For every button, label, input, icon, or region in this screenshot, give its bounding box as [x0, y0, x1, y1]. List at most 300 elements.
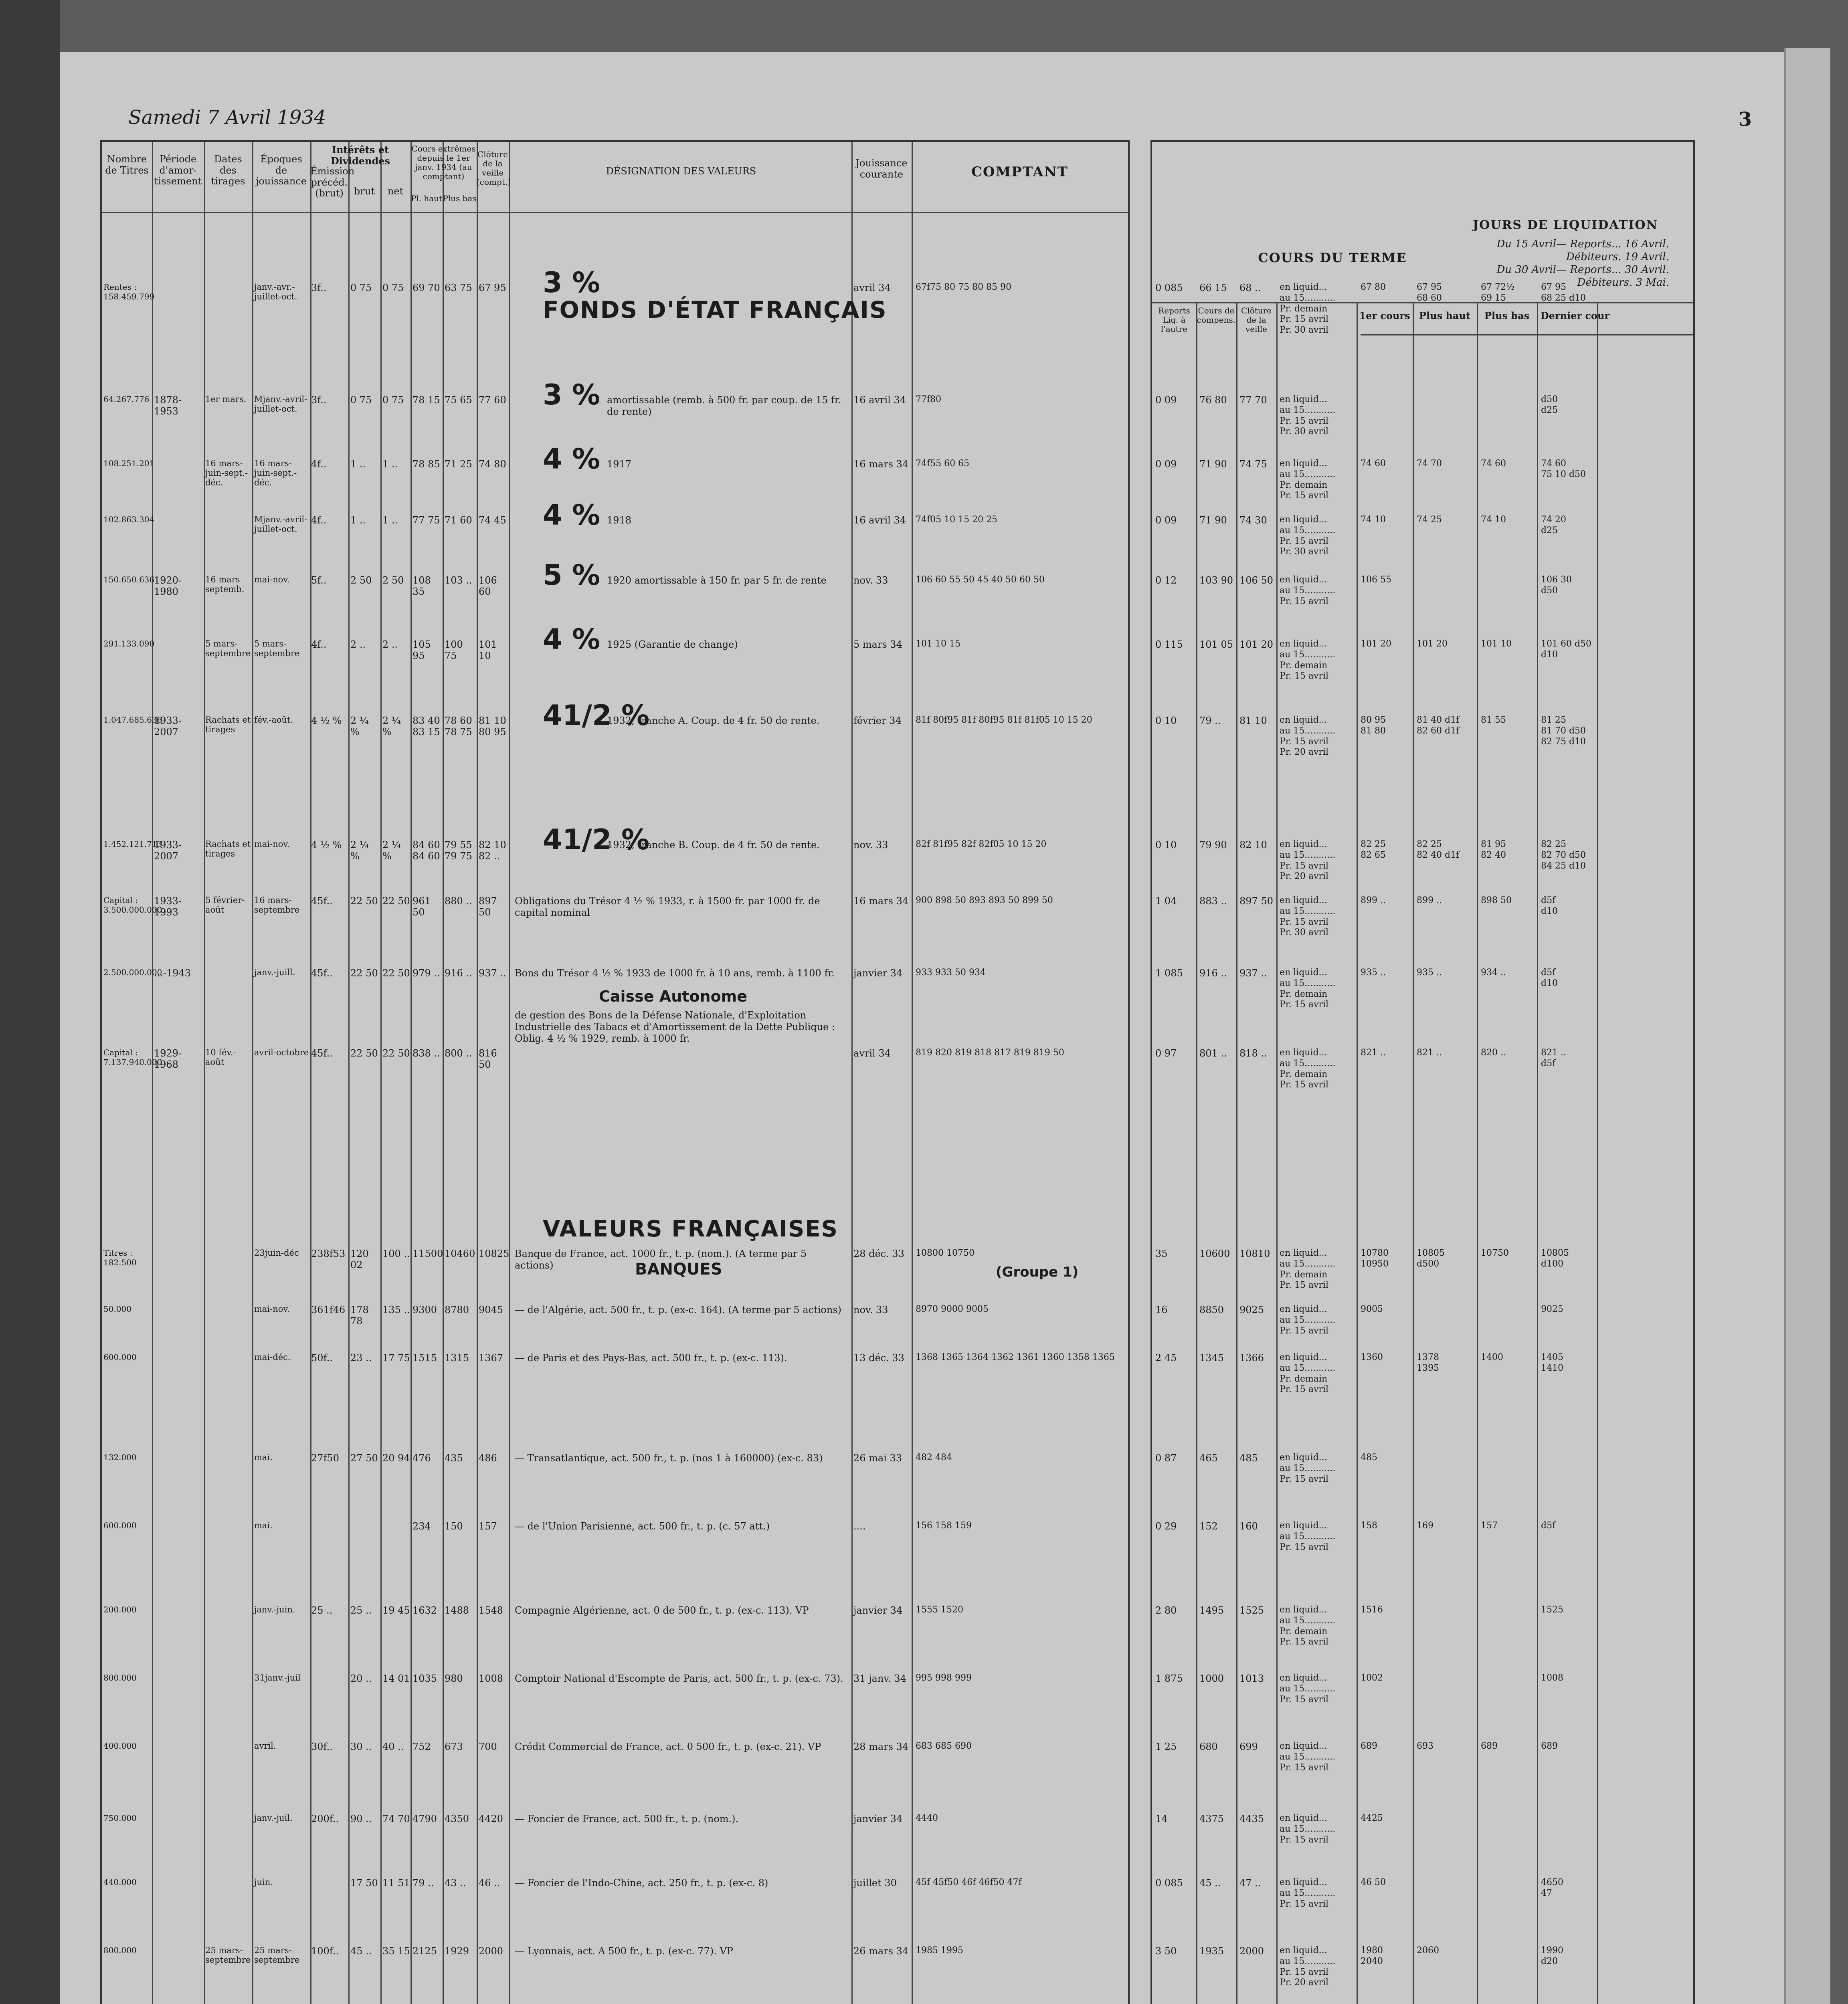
row-jouissance: 5 mars 34 — [853, 639, 902, 650]
section-banques: BANQUES — [635, 1260, 722, 1279]
row-plus-bas: 820 .. — [1481, 1048, 1506, 1058]
row-titres: Capital : 3.500.000.000 — [103, 895, 162, 915]
row-veille-terme: 106 50 — [1239, 575, 1273, 586]
row-epoque: mai-nov. — [254, 839, 290, 849]
row-compens: 1495 — [1199, 1605, 1224, 1616]
row-cloture: 1008 — [479, 1673, 503, 1684]
row-brut: 120 02 — [350, 1248, 369, 1271]
row-emission: 4f.. — [311, 515, 327, 526]
row-designation: Banque de France, act. 1000 fr., t. p. (nom.). (A terme par 5 actions) — [515, 1248, 807, 1271]
row-comptant: 101 10 15 — [916, 639, 960, 649]
header-designation: DÉSIGNATION DES VALEURS — [606, 166, 756, 177]
header-dates-tirages: Dates des tirages — [211, 154, 245, 187]
row-report: 16 — [1155, 1304, 1168, 1315]
row-bas: 10460 — [445, 1248, 475, 1259]
row-bas: 78 60 78 75 — [445, 715, 472, 737]
row-cloture: 486 — [479, 1452, 497, 1464]
row-brut: 22 50 — [350, 968, 378, 979]
row-dernier-cours: d5f d10 — [1541, 895, 1558, 916]
row-report: 0 87 — [1155, 1452, 1177, 1464]
row-report: 2 80 — [1155, 1605, 1177, 1616]
row-veille-terme: 74 30 — [1239, 515, 1267, 526]
row-emission: 3f.. — [311, 394, 327, 406]
row-cloture: 157 — [479, 1521, 497, 1532]
row-epoque: mai. — [254, 1452, 273, 1462]
row-plus-bas: 10750 — [1481, 1248, 1509, 1258]
row-term-labels: en liquid... au 15........... Pr. demain Pr. 15 avril — [1280, 1048, 1336, 1090]
row-designation: de gestion des Bons de la Défense Nationale, d'Exploitation Industrielle des Tabacs et d'Amortissement de la Dette Publique : Oblig. 4 ½ % 1929, remb. à 1000 fr. — [515, 1010, 835, 1044]
row-bas: 71 25 — [445, 459, 472, 470]
row-comptant: 77f80 — [916, 394, 942, 404]
row-veille-terme: 1525 — [1239, 1605, 1264, 1616]
row-plus-haut: 74 25 — [1417, 515, 1442, 525]
row-bas: 103 .. — [445, 575, 472, 586]
row-jouissance: nov. 33 — [853, 575, 888, 586]
row-epoque: 25 mars-septembre — [254, 1945, 300, 1965]
row-premier-cours: 158 — [1361, 1521, 1377, 1531]
row-designation: 1918 — [607, 515, 632, 526]
row-compens: 79 .. — [1199, 715, 1221, 726]
row-cloture: 10825 — [479, 1248, 510, 1259]
row-jouissance: janvier 34 — [853, 1813, 903, 1824]
header-interets: Intérêts et Dividendes — [330, 144, 390, 167]
row-report: 0 09 — [1155, 394, 1177, 406]
header-brut: brut — [354, 186, 375, 197]
liquidation-line-4: Débiteurs. 3 Mai. — [1577, 277, 1669, 289]
row-jouissance: nov. 33 — [853, 839, 888, 850]
row-titres: Rentes : 158.459.799 — [103, 282, 155, 301]
row-epoque: mai-nov. — [254, 1304, 290, 1314]
row-jouissance: .... — [853, 1521, 866, 1532]
row-dernier-cours: d5f — [1541, 1521, 1556, 1531]
row-brut: 45 .. — [350, 1945, 372, 1957]
row-titres: 50.000 — [103, 1304, 131, 1314]
row-cloture: 700 — [479, 1741, 497, 1752]
forward-market-table — [1150, 140, 1695, 2004]
row-dernier-cours: 1525 — [1541, 1605, 1563, 1615]
row-cloture: 67 95 — [479, 282, 506, 293]
row-term-labels: en liquid... au 15........... Pr. 15 avril — [1280, 1877, 1336, 1909]
row-compens: 4375 — [1199, 1813, 1224, 1824]
row-dates: Rachats et tirages — [205, 715, 251, 734]
row-comptant: 4440 — [916, 1813, 938, 1823]
row-designation: 1932, tranche B. Coup. de 4 fr. 50 de rente. — [607, 839, 820, 850]
row-jouissance: 16 mars 34 — [853, 459, 909, 470]
row-plus-haut: 169 — [1417, 1521, 1434, 1531]
row-veille-terme: 77 70 — [1239, 394, 1267, 406]
row-dernier-cours: 1008 — [1541, 1673, 1563, 1683]
row-plus-haut: 1378 1395 — [1417, 1352, 1439, 1373]
row-brut: 20 .. — [350, 1673, 372, 1684]
row-comptant: 74f05 10 15 20 25 — [916, 515, 998, 525]
row-bas: 673 — [445, 1741, 463, 1752]
row-brut: 17 50 — [350, 1877, 378, 1889]
row-section-caisse: Caisse Autonome — [599, 988, 748, 1005]
header-nombre-titres: Nombre de Titres — [105, 154, 149, 176]
row-veille-terme: 160 — [1239, 1521, 1258, 1532]
row-compens: 801 .. — [1199, 1048, 1227, 1059]
row-dernier-cours: 1990 d20 — [1541, 1945, 1563, 1966]
row-periode: 1929-1968 — [154, 1048, 182, 1070]
row-term-labels: en liquid... au 15........... Pr. 15 avril Pr. 20 avril — [1280, 839, 1336, 882]
row-report: 0 085 — [1155, 282, 1183, 293]
row-cloture: 77 60 — [479, 394, 506, 406]
row-designation: — Foncier de France, act. 500 fr., t. p. (nom.). — [515, 1813, 739, 1824]
row-jouissance: juillet 30 — [853, 1877, 897, 1889]
row-veille-terme: 699 — [1239, 1741, 1258, 1752]
liquidation-line-2: Débiteurs. 19 Avril. — [1566, 251, 1669, 263]
row-premier-cours: 80 95 81 80 — [1361, 715, 1386, 736]
row-report: 1 04 — [1155, 895, 1177, 907]
header-plus-bas: Plus bas — [443, 194, 477, 203]
row-premier-cours: 4425 — [1361, 1813, 1383, 1823]
row-plus-bas: 1400 — [1481, 1352, 1503, 1362]
row-term-labels: en liquid... au 15........... Pr. 15 avril — [1280, 575, 1336, 606]
row-comptant: 1368 1365 1364 1362 1361 1360 1358 1365 — [916, 1352, 1115, 1362]
row-comptant: 106 60 55 50 45 40 50 60 50 — [916, 575, 1045, 585]
row-net: 2 ¼ % — [382, 839, 401, 862]
row-jouissance: 16 mars 34 — [853, 895, 909, 907]
row-big-rate: 41/2 % — [543, 699, 650, 732]
row-jouissance: janvier 34 — [853, 1605, 903, 1616]
row-haut: 11500 — [412, 1248, 443, 1259]
row-haut: 69 70 — [412, 282, 440, 293]
row-veille-terme: 937 .. — [1239, 968, 1267, 979]
row-term-labels: en liquid... au 15........... Pr. 15 avril — [1280, 1813, 1336, 1845]
row-plus-haut: 10805 d500 — [1417, 1248, 1445, 1269]
row-report: 0 09 — [1155, 515, 1177, 526]
row-veille-terme: 818 .. — [1239, 1048, 1267, 1059]
row-report: 0 12 — [1155, 575, 1177, 586]
row-designation: Compagnie Algérienne, act. 0 de 500 fr., t. p. (ex-c. 113). VP — [515, 1605, 809, 1616]
row-titres: 108.251.201 — [103, 459, 155, 468]
row-compens: 79 90 — [1199, 839, 1227, 850]
row-bas: 43 .. — [445, 1877, 466, 1889]
row-compens: 1935 — [1199, 1945, 1224, 1957]
row-bas: 75 65 — [445, 394, 472, 406]
row-net: 0 75 — [382, 394, 404, 406]
row-brut: 27 50 — [350, 1452, 378, 1464]
row-report: 35 — [1155, 1248, 1168, 1259]
liquidation-title: JOURS DE LIQUIDATION — [1473, 218, 1658, 232]
row-report: 0 085 — [1155, 1877, 1183, 1889]
row-bas: 880 .. — [445, 895, 472, 907]
row-big-rate: 5 % — [543, 559, 600, 592]
row-report: 3 50 — [1155, 1945, 1177, 1957]
row-term-labels: en liquid... au 15........... Pr. demain Pr. 15 avril — [1280, 1248, 1336, 1291]
row-haut: 79 .. — [412, 1877, 434, 1889]
row-plus-bas: 74 10 — [1481, 515, 1506, 525]
row-emission: 27f50 — [311, 1452, 339, 1464]
row-dernier-cours: d5f d10 — [1541, 968, 1558, 988]
row-epoque: janv.-juil. — [254, 1813, 293, 1823]
row-dernier-cours: 74 60 75 10 d50 — [1541, 459, 1586, 479]
row-brut: 2 ¼ % — [350, 839, 369, 862]
row-dernier-cours: 10805 d100 — [1541, 1248, 1569, 1269]
row-designation: 1917 — [607, 459, 632, 470]
row-jouissance: 16 avril 34 — [853, 515, 906, 526]
row-comptant: 81f 80f95 81f 80f95 81f 81f05 10 15 20 — [916, 715, 1092, 725]
row-titres: 600.000 — [103, 1521, 137, 1530]
row-titres: 400.000 — [103, 1741, 137, 1751]
row-bas: 435 — [445, 1452, 463, 1464]
row-haut: 979 .. — [412, 968, 440, 979]
row-brut: 0 75 — [350, 394, 372, 406]
cash-market-table — [100, 140, 1130, 2004]
row-net: 22 50 — [382, 1048, 410, 1059]
row-jouissance: avril 34 — [853, 1048, 891, 1059]
row-term-labels: en liquid... au 15........... Pr. 15 avril — [1280, 1304, 1336, 1336]
row-premier-cours: 935 .. — [1361, 968, 1386, 978]
row-epoque: avril-octobre — [254, 1048, 309, 1057]
row-dates: 16 mars-juin-sept.-déc. — [205, 459, 248, 487]
row-emission: 45f.. — [311, 968, 333, 979]
row-comptant: 8970 9000 9005 — [916, 1304, 989, 1314]
row-jouissance: 13 déc. 33 — [853, 1352, 904, 1364]
row-brut: 23 .. — [350, 1352, 372, 1364]
row-net: 20 94 — [382, 1452, 410, 1464]
row-plus-haut: 67 95 68 60 — [1417, 282, 1442, 303]
row-epoque: 31janv.-juil — [254, 1673, 301, 1683]
row-premier-cours: 899 .. — [1361, 895, 1386, 905]
row-titres: 150.650.636 — [103, 575, 155, 584]
row-plus-bas: 934 .. — [1481, 968, 1506, 978]
row-compens: 680 — [1199, 1741, 1218, 1752]
row-veille-terme: 81 10 — [1239, 715, 1267, 726]
row-plus-haut: 821 .. — [1417, 1048, 1442, 1058]
row-premier-cours: 821 .. — [1361, 1048, 1386, 1058]
row-jouissance: 26 mai 33 — [853, 1452, 902, 1464]
row-haut: 2125 — [412, 1945, 437, 1957]
row-cloture: 46 .. — [479, 1877, 500, 1889]
header-cloture-veille: Clôture de la veille (compt.) — [477, 149, 511, 187]
row-emission: 4 ½ % — [311, 715, 342, 726]
row-haut: 1515 — [412, 1352, 437, 1364]
row-bas: 150 — [445, 1521, 463, 1532]
row-titres: Titres : 182.500 — [103, 1248, 137, 1267]
row-compens: 465 — [1199, 1452, 1218, 1464]
row-net: 2 50 — [382, 575, 404, 586]
row-bas: 1315 — [445, 1352, 469, 1364]
row-designation: — de Paris et des Pays-Bas, act. 500 fr., t. p. (ex-c. 113). — [515, 1352, 787, 1364]
row-term-labels: en liquid... au 15........... Pr. 15 avril Pr. 20 avril — [1280, 715, 1336, 758]
row-titres: 800.000 — [103, 1945, 137, 1955]
row-dates: 16 mars septemb. — [205, 575, 245, 594]
row-jouissance: 28 déc. 33 — [853, 1248, 904, 1259]
row-premier-cours: 689 — [1361, 1741, 1377, 1751]
row-brut: 25 .. — [350, 1605, 372, 1616]
row-plus-haut: 2060 — [1417, 1945, 1439, 1956]
row-epoque: fév.-août. — [254, 715, 293, 725]
row-comptant: 1985 1995 — [916, 1945, 963, 1956]
row-bas: 1929 — [445, 1945, 469, 1957]
row-premier-cours: 46 50 — [1361, 1877, 1386, 1887]
row-emission: 238f53 — [311, 1248, 346, 1259]
row-periode: 1933-2007 — [154, 715, 182, 737]
row-big-rate: 3 % — [543, 266, 600, 299]
row-designation: 1932, tranche A. Coup. de 4 fr. 50 de rente. — [607, 715, 820, 726]
header-cloture-veille-terme: Clôture de la veille — [1241, 306, 1272, 334]
row-cloture: 9045 — [479, 1304, 503, 1315]
row-compens: 883 .. — [1199, 895, 1227, 907]
row-compens: 8850 — [1199, 1304, 1224, 1315]
row-dernier-cours: d50 d25 — [1541, 394, 1558, 415]
row-big-rate: 4 % — [543, 442, 600, 475]
row-dernier-cours: 689 — [1541, 1741, 1558, 1751]
row-premier-cours: 82 25 82 65 — [1361, 839, 1386, 860]
row-haut: 4790 — [412, 1813, 437, 1824]
row-jouissance: nov. 33 — [853, 1304, 888, 1315]
row-compens: 101 05 — [1199, 639, 1233, 650]
row-report: 0 09 — [1155, 459, 1177, 470]
row-compens: 76 80 — [1199, 394, 1227, 406]
row-veille-terme: 2000 — [1239, 1945, 1264, 1957]
row-epoque: mai-nov. — [254, 575, 290, 584]
header-epoques: Époques de jouissance — [255, 154, 307, 187]
row-brut: 22 50 — [350, 1048, 378, 1059]
row-plus-bas: 689 — [1481, 1741, 1498, 1751]
row-titres: 600.000 — [103, 1352, 137, 1362]
row-big-rate: 4 % — [543, 623, 600, 656]
row-cloture: 74 45 — [479, 515, 506, 526]
row-veille-terme: 101 20 — [1239, 639, 1273, 650]
row-premier-cours: 74 10 — [1361, 515, 1386, 525]
row-veille-terme: 485 — [1239, 1452, 1258, 1464]
header-reports: Reports Liq. à l'autre — [1158, 306, 1190, 334]
row-dates: 5 mars-septembre — [205, 639, 251, 658]
row-dates: 5 février-août — [205, 895, 245, 915]
row-compens: 71 90 — [1199, 459, 1227, 470]
row-epoque: janv.-avr.-juillet-oct. — [254, 282, 297, 301]
row-titres: 750.000 — [103, 1813, 137, 1823]
newspaper-page — [60, 52, 1784, 2004]
row-designation: 1925 (Garantie de change) — [607, 639, 738, 650]
row-emission: 4f.. — [311, 459, 327, 470]
section-fonds-etat: FONDS D'ÉTAT FRANÇAIS — [543, 296, 887, 323]
row-term-labels: en liquid... au 15........... Pr. 15 avril Pr. 30 avril — [1280, 515, 1336, 557]
row-term-labels: en liquid... au 15........... Pr. 15 avril Pr. 20 avril — [1280, 1945, 1336, 1988]
row-premier-cours: 485 — [1361, 1452, 1377, 1463]
row-haut: 1632 — [412, 1605, 437, 1616]
row-bas: 800 .. — [445, 1048, 472, 1059]
row-comptant: 1555 1520 — [916, 1605, 963, 1615]
row-report: 14 — [1155, 1813, 1168, 1824]
row-designation: Comptoir National d'Escompte de Paris, act. 500 fr., t. p. (ex-c. 73). — [515, 1673, 843, 1684]
row-net: 1 .. — [382, 459, 398, 470]
row-haut: 9300 — [412, 1304, 437, 1315]
row-brut: 2 .. — [350, 639, 366, 650]
row-compens: 45 .. — [1199, 1877, 1221, 1889]
row-term-labels: en liquid... au 15........... Pr. 15 avril Pr. 30 avril — [1280, 895, 1336, 938]
row-plus-bas: 81 55 — [1481, 715, 1506, 725]
row-report: 0 10 — [1155, 715, 1177, 726]
header-net: net — [387, 186, 404, 197]
row-bas: 8780 — [445, 1304, 469, 1315]
row-compens: 916 .. — [1199, 968, 1227, 979]
row-net: 100 .. — [382, 1248, 410, 1259]
row-report: 0 97 — [1155, 1048, 1177, 1059]
row-comptant: 995 998 999 — [916, 1673, 972, 1683]
row-bas: 63 75 — [445, 282, 472, 293]
row-plus-bas: 157 — [1481, 1521, 1498, 1531]
row-report: 2 45 — [1155, 1352, 1177, 1364]
row-plus-haut: 81 40 d1f 82 60 d1f — [1417, 715, 1460, 736]
row-titres: 440.000 — [103, 1877, 137, 1887]
row-net: 135 .. — [382, 1304, 410, 1315]
row-haut: 752 — [412, 1741, 431, 1752]
row-net: 40 .. — [382, 1741, 404, 1752]
header-plus-haut: Plus haut — [1419, 310, 1470, 321]
row-periode: 1933-1993 — [154, 895, 182, 918]
row-dernier-cours: 81 25 81 70 d50 82 75 d10 — [1541, 715, 1586, 747]
row-plus-bas: 81 95 82 40 — [1481, 839, 1506, 860]
row-veille-terme: 47 .. — [1239, 1877, 1261, 1889]
row-cloture: 4420 — [479, 1813, 503, 1824]
row-veille-terme: 10810 — [1239, 1248, 1270, 1259]
row-emission: 200f.. — [311, 1813, 339, 1824]
row-premier-cours: 1002 — [1361, 1673, 1383, 1683]
row-big-rate: 41/2 % — [543, 823, 650, 856]
header-cours-compens: Cours de compens. — [1197, 306, 1236, 325]
row-designation: — Foncier de l'Indo-Chine, act. 250 fr., t. p. (ex-c. 8) — [515, 1877, 768, 1889]
header-periode: Période d'amor-tissement — [154, 154, 202, 187]
row-haut: 476 — [412, 1452, 431, 1464]
row-premier-cours: 1360 — [1361, 1352, 1383, 1362]
row-net: 19 45 — [382, 1605, 410, 1616]
running-head-date: Samedi 7 Avril 1934 — [128, 106, 326, 129]
row-cloture: 101 10 — [479, 639, 497, 661]
row-periode: 1933-2007 — [154, 839, 182, 862]
row-term-labels: en liquid... au 15........... Pr. 15 avril — [1280, 1452, 1336, 1484]
row-dernier-cours: 101 60 d50 d10 — [1541, 639, 1592, 660]
row-haut: 838 .. — [412, 1048, 440, 1059]
row-dernier-cours: 9025 — [1541, 1304, 1563, 1314]
row-epoque: 16 mars-juin-sept.-déc. — [254, 459, 297, 487]
row-net: 1 .. — [382, 515, 398, 526]
row-titres: 1.047.685.636 — [103, 715, 162, 725]
row-plus-haut: 693 — [1417, 1741, 1434, 1751]
row-premier-cours: 106 55 — [1361, 575, 1391, 585]
row-term-labels: en liquid... au 15........... Pr. demain Pr. 15 avril — [1280, 1605, 1336, 1647]
binding-edge — [0, 0, 60, 2004]
header-emission: Émission précéd. (brut) — [310, 166, 355, 199]
row-bas: 100 75 — [445, 639, 463, 661]
row-brut: 178 78 — [350, 1304, 369, 1327]
row-premier-cours: 67 80 — [1361, 282, 1386, 292]
row-brut: 1 .. — [350, 515, 366, 526]
row-titres: 200.000 — [103, 1605, 137, 1614]
row-net: 14 01 — [382, 1673, 410, 1684]
row-titres: Capital : 7.137.940.000 — [103, 1048, 162, 1067]
row-term-labels: en liquid... au 15........... Pr. 15 avril Pr. 30 avril — [1280, 394, 1336, 437]
row-veille-terme: 897 50 — [1239, 895, 1273, 907]
header-pl-haut: Pl. haut — [410, 194, 443, 203]
row-jouissance: 31 janv. 34 — [853, 1673, 906, 1684]
row-haut: 108 35 — [412, 575, 431, 597]
row-epoque: 23juin-déc — [254, 1248, 299, 1258]
row-titres: 132.000 — [103, 1452, 137, 1462]
row-designation: amortissable (remb. à 500 fr. par coup. de 15 fr. de rente) — [607, 394, 841, 417]
row-haut: 84 60 84 60 — [412, 839, 440, 862]
row-comptant: 67f75 80 75 80 85 90 — [916, 282, 1012, 292]
row-epoque: juin. — [254, 1877, 273, 1887]
row-emission: 100f.. — [311, 1945, 339, 1957]
row-term-labels: en liquid... au 15........... Pr. demain Pr. 15 avril — [1280, 968, 1336, 1010]
row-dernier-cours: 821 .. d5f — [1541, 1048, 1566, 1069]
section-groupe: (Groupe 1) — [996, 1264, 1079, 1280]
row-jouissance: 28 mars 34 — [853, 1741, 909, 1752]
row-net: 22 50 — [382, 895, 410, 907]
